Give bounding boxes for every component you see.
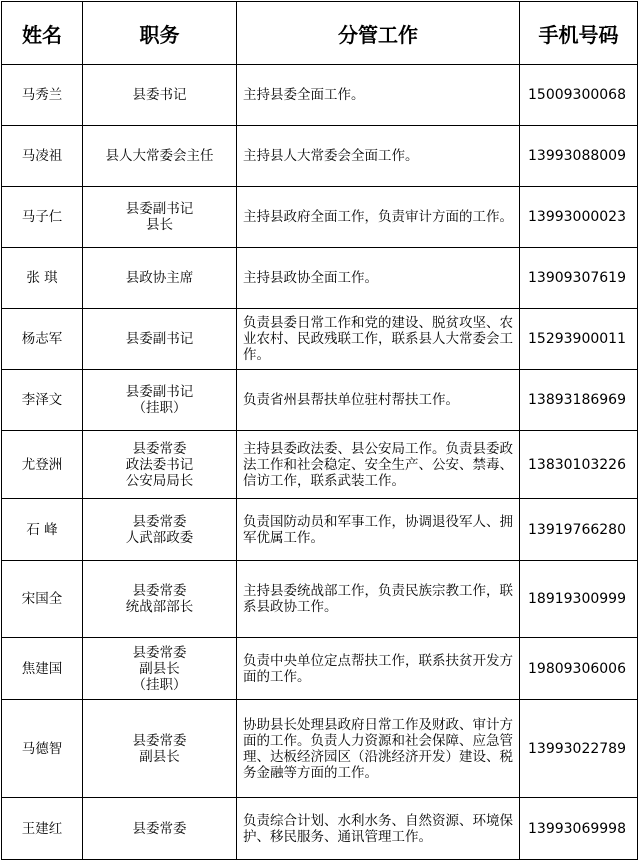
table-row: [2, 370, 638, 431]
table-row: [2, 561, 638, 638]
header-phone: 手机号码: [520, 2, 638, 65]
table-row: [2, 187, 638, 248]
title-line: 人武部政委: [125, 529, 194, 546]
cell-duty: 负责国防动员和军事工作，协调退役军人、拥军优属工作。: [237, 499, 520, 561]
leadership-table: [1, 1, 638, 860]
title-line: 公安局局长: [125, 472, 194, 489]
header-row: [2, 2, 638, 65]
cell-title: [83, 561, 237, 638]
title-line: 县委副书记: [125, 331, 194, 347]
cell-duty: 负责县委日常工作和党的建设、脱贫攻坚、农业农村、民政残联工作，联系县人大常委会工作。: [237, 309, 520, 370]
title-line: 县委常委: [132, 732, 187, 749]
title-line: 县委书记: [132, 87, 187, 103]
title-line: 县委副书记: [125, 201, 194, 217]
cell-title: [83, 126, 237, 187]
cell-name: 马凌祖: [2, 126, 83, 187]
cell-phone: 13993088009: [520, 126, 638, 187]
cell-phone: 13993022789: [520, 700, 638, 798]
table-row: [2, 798, 638, 860]
cell-duty: 协助县长处理县政府日常工作及财政、审计方面的工作。负责人力资源和社会保障、应急管理、达板经济园区（沿洮经济开发）建设、税务金融等方面的工作。: [237, 700, 520, 798]
title-line: 副县长: [139, 748, 180, 765]
cell-title: [83, 187, 237, 248]
cell-title: [83, 700, 237, 798]
cell-name: 石 峰: [2, 499, 83, 561]
cell-name: 焦建国: [2, 638, 83, 700]
cell-name: 李泽文: [2, 370, 83, 431]
title-line: 政法委书记: [125, 456, 194, 473]
cell-duty: 主持县委政法委、县公安局工作。负责县委政法工作和社会稳定、安全生产、公安、禁毒、信访工作，联系武装工作。: [237, 431, 520, 499]
cell-name: 宋国全: [2, 561, 83, 638]
cell-phone: 13993000023: [520, 187, 638, 248]
cell-title: [83, 638, 237, 700]
cell-phone: 15293900011: [520, 309, 638, 370]
cell-duty: 主持县委全面工作。: [237, 65, 520, 126]
cell-duty: 主持县政协全面工作。: [237, 248, 520, 309]
title-line: 统战部部长: [125, 599, 194, 615]
cell-phone: 13893186969: [520, 370, 638, 431]
cell-duty: 负责综合计划、水利水务、自然资源、环境保护、移民服务、通讯管理工作。: [237, 798, 520, 860]
cell-name: 马子仁: [2, 187, 83, 248]
header-name: 姓名: [2, 2, 83, 65]
cell-name: 马德智: [2, 700, 83, 798]
table-row: [2, 248, 638, 309]
title-line: 县委常委: [132, 820, 187, 837]
cell-title: [83, 798, 237, 860]
cell-title: [83, 248, 237, 309]
title-line: 县人大常委会主任: [105, 148, 214, 164]
cell-phone: 13909307619: [520, 248, 638, 309]
table-row: [2, 700, 638, 798]
cell-duty: 主持县政府全面工作，负责审计方面的工作。: [237, 187, 520, 248]
header-duty: 分管工作: [237, 2, 520, 65]
cell-phone: 18919300999: [520, 561, 638, 638]
cell-title: [83, 309, 237, 370]
title-line: 县长: [146, 217, 173, 233]
title-line: 县委副书记: [125, 384, 194, 400]
table-body: [2, 65, 638, 860]
table-row: [2, 499, 638, 561]
cell-title: [83, 431, 237, 499]
title-line: 副县长: [139, 660, 180, 677]
title-line: 县委常委: [132, 440, 187, 457]
cell-phone: 13919766280: [520, 499, 638, 561]
title-line: 县委常委: [132, 644, 187, 661]
header-title: 职务: [83, 2, 237, 65]
table-row: [2, 309, 638, 370]
cell-title: [83, 65, 237, 126]
title-line: 县政协主席: [125, 270, 194, 286]
table-row: [2, 638, 638, 700]
cell-duty: 负责省州县帮扶单位驻村帮扶工作。: [237, 370, 520, 431]
cell-phone: 13993069998: [520, 798, 638, 860]
table-row: [2, 431, 638, 499]
cell-duty: 负责中央单位定点帮扶工作，联系扶贫开发方面的工作。: [237, 638, 520, 700]
cell-title: [83, 499, 237, 561]
title-line: 县委常委: [132, 583, 187, 599]
cell-phone: 13830103226: [520, 431, 638, 499]
cell-title: [83, 370, 237, 431]
cell-name: 张 琪: [2, 248, 83, 309]
title-line: （挂职）: [132, 400, 187, 416]
title-line: （挂职）: [132, 676, 187, 693]
cell-name: 杨志军: [2, 309, 83, 370]
cell-name: 尤登洲: [2, 431, 83, 499]
cell-name: 马秀兰: [2, 65, 83, 126]
table-row: [2, 65, 638, 126]
cell-phone: 15009300068: [520, 65, 638, 126]
cell-duty: 主持县人大常委会全面工作。: [237, 126, 520, 187]
table-row: [2, 126, 638, 187]
cell-name: 王建红: [2, 798, 83, 860]
title-line: 县委常委: [132, 513, 187, 530]
cell-phone: 19809306006: [520, 638, 638, 700]
cell-duty: 主持县委统战部工作，负责民族宗教工作，联系县政协工作。: [237, 561, 520, 638]
